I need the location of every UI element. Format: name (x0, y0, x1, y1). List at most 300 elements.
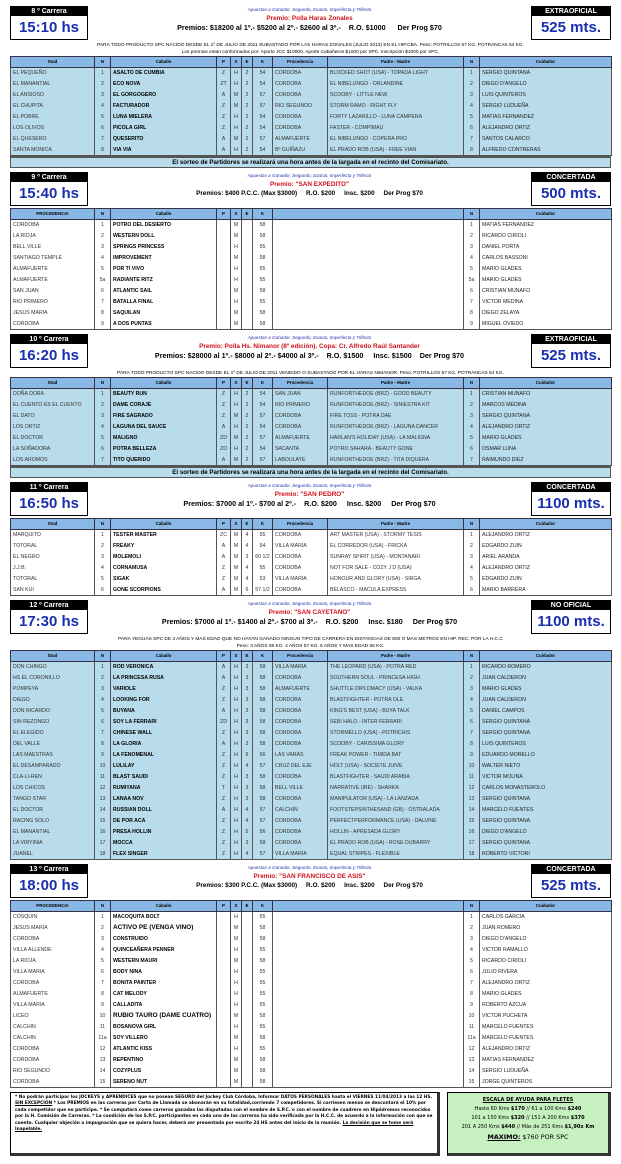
entry-weight: 57 (253, 761, 273, 772)
race-time-box (10, 334, 88, 368)
entry-weight: 58 (253, 794, 273, 805)
entry-trainer: ALEJANDRO ORTIZ (480, 422, 612, 433)
entry-row[interactable] (11, 816, 612, 827)
race-prize-name: Premio: "SAN CAYETANO" (268, 609, 351, 616)
entry-number-2: 2 (464, 541, 480, 552)
column-header: Stud (11, 378, 95, 389)
entry-pedigree: NARRATIVE (IRE) - SHARKA (328, 783, 464, 794)
entry-row[interactable] (11, 750, 612, 761)
entry-row[interactable] (11, 805, 612, 816)
race-header (10, 6, 611, 42)
entry-horse: QUESERITO (111, 134, 217, 145)
entry-row[interactable] (11, 242, 612, 253)
entry-sex: H (231, 750, 242, 761)
entry-weight: 58 (253, 956, 273, 967)
race-block (10, 864, 611, 1088)
entry-pedigree: EL NIBELUNGO - ORLANDINE (328, 79, 464, 90)
entry-number: 3 (95, 242, 111, 253)
entry-horse: MOCCA (111, 838, 217, 849)
entry-number: 4 (95, 253, 111, 264)
entry-p (217, 989, 231, 1000)
entry-number-2: 1 (464, 662, 480, 673)
entry-horse: LULILAY (111, 761, 217, 772)
entry-sex: H (231, 389, 242, 400)
entry-pedigree: HOLT (USA) - SOCIETE JUIVE (328, 761, 464, 772)
entry-number-2: 8 (464, 145, 480, 156)
column-header: Cuidador (480, 519, 612, 530)
entry-p: Z (217, 695, 231, 706)
entry-trainer: ARIEL ARANDA (480, 552, 612, 563)
entry-stud: LA RIOJA (11, 231, 95, 242)
entry-stud: SAN KUI (11, 585, 95, 596)
entry-row[interactable] (11, 794, 612, 805)
entry-number-2: 10 (464, 761, 480, 772)
entry-weight: 58 (253, 923, 273, 934)
entry-horse: CALLADITA (111, 1000, 217, 1011)
entry-row[interactable] (11, 1011, 612, 1022)
entry-number-2: 15 (464, 816, 480, 827)
entry-row[interactable] (11, 1044, 612, 1055)
entry-age: 2 (242, 444, 253, 455)
entry-number-2: 8 (464, 739, 480, 750)
race-conditions: PARA YEGUAS SPC DE 3 AÑOS Y MAS EDAD QUE NO HAYAN GANADO NINGUN TIPO DE CARRERA EN DISTANCIAS DE 800 O MAS METROS EN HIP. REC. POR LA H.C.C (118, 637, 503, 642)
entry-row[interactable] (11, 772, 612, 783)
entry-horse: POTRO DEL DESIERTO (111, 220, 217, 231)
entry-p: Z (217, 794, 231, 805)
entry-sex: M (231, 1055, 242, 1066)
entry-p: Z (217, 750, 231, 761)
entry-horse: RADIANTE RITZ (111, 275, 217, 286)
entry-row[interactable] (11, 433, 612, 444)
entry-sex: M (231, 308, 242, 319)
entry-weight: 54 (253, 79, 273, 90)
entry-blank (273, 923, 464, 934)
entry-weight: 53 (253, 574, 273, 585)
entry-row[interactable] (11, 761, 612, 772)
table-header-row (11, 519, 612, 530)
table-header-row (11, 57, 612, 68)
entry-row[interactable] (11, 411, 612, 422)
entry-row[interactable] (11, 68, 612, 79)
entry-sex: M (231, 923, 242, 934)
entry-pedigree: SEBI HALO - INTER FERRARI (328, 717, 464, 728)
entry-horse: ACTIVO PE (VENGA VINO) (111, 923, 217, 934)
fletes-amount: $320 (510, 1115, 525, 1121)
entry-stud: LA SOÑADORA (11, 444, 95, 455)
sorteo-note: El sorteo de Partidores se realizará una hora antes de la largada en el recinto del Comisariato. (10, 466, 611, 478)
race-prize-name: Premio: Polla Haras Zonales (266, 15, 353, 22)
entry-stud: EL POBRE (11, 112, 95, 123)
entry-row[interactable] (11, 264, 612, 275)
entry-horse: CAT MELODY (111, 989, 217, 1000)
entry-number: 7 (95, 455, 111, 466)
entry-trainer: DIEGO D'ANGELO (480, 79, 612, 90)
entry-row[interactable] (11, 827, 612, 838)
column-header: P (217, 378, 231, 389)
entry-number: 11 (95, 1022, 111, 1033)
entry-row[interactable] (11, 739, 612, 750)
column-header: K (253, 651, 273, 662)
entry-row[interactable] (11, 123, 612, 134)
entry-origin: CORDOBA (273, 422, 328, 433)
entry-row[interactable] (11, 967, 612, 978)
entry-row[interactable] (11, 912, 612, 923)
entry-row[interactable] (11, 989, 612, 1000)
entry-row[interactable] (11, 1033, 612, 1044)
entry-p (217, 934, 231, 945)
entry-row[interactable] (11, 695, 612, 706)
entry-row[interactable] (11, 134, 612, 145)
entry-number: 10 (95, 761, 111, 772)
race-block (10, 172, 611, 330)
entry-p: A (217, 739, 231, 750)
race-status: CONCERTADA (532, 173, 610, 182)
entry-row[interactable] (11, 956, 612, 967)
entry-stud: CORDOBA (11, 1055, 95, 1066)
entry-number-2: 1 (464, 530, 480, 541)
fletes-range: 101 a 150 Kms (471, 1115, 511, 1121)
entry-row[interactable] (11, 662, 612, 673)
entry-age: 3 (242, 772, 253, 783)
entry-number-2: 5 (464, 433, 480, 444)
entry-stud: ALMAFUERTE (11, 275, 95, 286)
column-header: Cuidador (480, 901, 612, 912)
race-number: 8 º Carrera (11, 7, 87, 16)
table-header-row (11, 378, 612, 389)
entry-trainer: ALEJANDRO ORTIZ (480, 978, 612, 989)
entry-origin: CALCHIN (273, 805, 328, 816)
entry-number-2: 4 (464, 945, 480, 956)
column-header (273, 901, 464, 912)
entry-origin: CORDOBA (273, 79, 328, 90)
entry-stud: BELL VILLE (11, 242, 95, 253)
entry-horse: SIGAK (111, 574, 217, 585)
entry-age (242, 1044, 253, 1055)
entry-weight: 58 (253, 220, 273, 231)
entry-trainer: VICTOR MEDINA (480, 297, 612, 308)
entry-age (242, 253, 253, 264)
bet-types: Apuestas a Ganador, Segundo, Exacta, Imperfecta y Trifecta (247, 335, 372, 340)
column-header: Caballo (111, 57, 217, 68)
entry-row[interactable] (11, 308, 612, 319)
entry-horse: PRESA HOLLIN (111, 827, 217, 838)
entry-stud: SAN JUAN (11, 286, 95, 297)
entry-number-2: 6 (464, 967, 480, 978)
entry-age: 4 (242, 574, 253, 585)
entry-age: 3 (242, 717, 253, 728)
entry-age: 2 (242, 134, 253, 145)
entry-horse: LUNA MIELERA (111, 112, 217, 123)
entry-p (217, 1000, 231, 1011)
entry-blank (273, 1011, 464, 1022)
entry-weight: 56 (253, 750, 273, 761)
table-header-row (11, 651, 612, 662)
entry-age (242, 264, 253, 275)
entry-row[interactable] (11, 717, 612, 728)
entry-row[interactable] (11, 422, 612, 433)
entry-row[interactable] (11, 684, 612, 695)
entry-row[interactable] (11, 1022, 612, 1033)
entry-number: 1 (95, 68, 111, 79)
entry-row[interactable] (11, 673, 612, 684)
entry-stud: EL DOCTOR (11, 805, 95, 816)
entry-origin: CORDOBA (273, 530, 328, 541)
entry-sex: H (231, 264, 242, 275)
column-header: N (464, 209, 480, 220)
entry-row[interactable] (11, 563, 612, 574)
entry-row[interactable] (11, 849, 612, 860)
column-header: S (231, 651, 242, 662)
entry-row[interactable] (11, 934, 612, 945)
entry-row[interactable] (11, 978, 612, 989)
entry-trainer: MARIO GLADES (480, 989, 612, 1000)
entry-stud: J.J.B. (11, 563, 95, 574)
entry-row[interactable] (11, 574, 612, 585)
entry-p (217, 264, 231, 275)
entry-row[interactable] (11, 728, 612, 739)
entry-sex: H (231, 145, 242, 156)
entry-horse: MOLEMOLI (111, 552, 217, 563)
entry-row[interactable] (11, 286, 612, 297)
entry-weight: 58 (253, 934, 273, 945)
entry-stud: VILLA MARIA (11, 967, 95, 978)
entry-weight: 55 (253, 264, 273, 275)
entry-age: 2 (242, 433, 253, 444)
entry-number: 2 (95, 79, 111, 90)
entry-number: 13 (95, 1055, 111, 1066)
entry-stud: TOTORAL (11, 541, 95, 552)
entry-sex: H (231, 444, 242, 455)
entry-row[interactable] (11, 444, 612, 455)
entry-pedigree: HOLLIN - APRESADA GLORY (328, 827, 464, 838)
entry-age: 3 (242, 783, 253, 794)
entry-number: 5 (95, 574, 111, 585)
entry-weight: 58 (253, 308, 273, 319)
entry-blank (273, 264, 464, 275)
entry-weight: 57 1/2 (253, 585, 273, 596)
race-distance: 525 mts. (540, 877, 602, 894)
entry-number-2: 7 (464, 978, 480, 989)
entry-stud: COSQUIN (11, 912, 95, 923)
entry-row[interactable] (11, 275, 612, 286)
entry-stud: LA VIRYINIA (11, 838, 95, 849)
race-info (94, 600, 525, 626)
entry-row[interactable] (11, 79, 612, 90)
entry-horse: RUBIO TAURO (DAME CUATRO) (111, 1011, 217, 1022)
entry-weight: 58 (253, 772, 273, 783)
sorteo-note: El sorteo de Partidores se realizará una hora antes de la largada en el recinto del Comisariato. (10, 156, 611, 168)
race-info (94, 172, 525, 198)
entry-trainer: VICTOR RAMALLO (480, 945, 612, 956)
entry-number: 1 (95, 912, 111, 923)
column-header: S (231, 519, 242, 530)
entry-row[interactable] (11, 706, 612, 717)
entry-trainer: MIGUEL OVIEDO (480, 319, 612, 330)
entry-age: 4 (242, 530, 253, 541)
race-header (10, 864, 611, 900)
entry-row[interactable] (11, 838, 612, 849)
race-prize-name: Premio: "SAN EXPEDITO" (269, 181, 350, 188)
entry-horse: BLAST SAUDI (111, 772, 217, 783)
entry-row[interactable] (11, 253, 612, 264)
entry-row[interactable] (11, 1000, 612, 1011)
entry-origin: CORDOBA (273, 706, 328, 717)
race-purses: Premios: $7000 al 1º.- $1400 al 2º.- $700 al 3º.- R.O. $200 Insc. $180 Der Prog $70 (161, 617, 458, 626)
entry-row[interactable] (11, 220, 612, 231)
entry-sex: H (231, 739, 242, 750)
entry-row[interactable] (11, 585, 612, 596)
entry-number-2: 14 (464, 805, 480, 816)
entry-p: ZC (217, 530, 231, 541)
rules-text (10, 1092, 440, 1156)
entry-number: 6 (95, 717, 111, 728)
entry-row[interactable] (11, 231, 612, 242)
entry-number-2: 7 (464, 297, 480, 308)
entry-number: 3 (95, 934, 111, 945)
entry-weight: 55 (253, 530, 273, 541)
race-time: 18:00 hs (18, 877, 80, 894)
entry-pedigree: SHUTTLE DIPLOMACY (USA) - VALKA (328, 684, 464, 695)
entry-row[interactable] (11, 319, 612, 330)
entry-p: ZD (217, 444, 231, 455)
entry-p (217, 1011, 231, 1022)
column-header: Procedencia (273, 519, 328, 530)
entry-p: Z (217, 772, 231, 783)
entry-sex: H (231, 123, 242, 134)
entry-pedigree: FIRE TOSS - POTRA DAE (328, 411, 464, 422)
entry-origin: CORDOBA (273, 123, 328, 134)
entry-row[interactable] (11, 541, 612, 552)
entry-horse: TITO QUERIDO (111, 455, 217, 466)
entry-number-2: 5a (464, 275, 480, 286)
entry-row[interactable] (11, 1066, 612, 1077)
entry-row[interactable] (11, 945, 612, 956)
race-time-box (10, 6, 88, 40)
entry-sex: H (231, 783, 242, 794)
entry-trainer: MATIAS FERNANDEZ (480, 1055, 612, 1066)
entry-sex: H (231, 728, 242, 739)
entry-row[interactable] (11, 923, 612, 934)
entry-sex: M (231, 934, 242, 945)
entry-trainer: SERGIO QUINTANA (480, 411, 612, 422)
entry-horse: IMPROVEMENT (111, 253, 217, 264)
entry-age (242, 978, 253, 989)
entry-age (242, 286, 253, 297)
entry-weight: 58 (253, 684, 273, 695)
entry-pedigree: EL CORREDOR (USA) - FRICKA (328, 541, 464, 552)
column-header: N (95, 209, 111, 220)
entry-row[interactable] (11, 1055, 612, 1066)
entry-number: 14 (95, 1066, 111, 1077)
column-header: Cuidador (480, 209, 612, 220)
entry-weight: 55 (253, 1022, 273, 1033)
entry-row[interactable] (11, 389, 612, 400)
entry-age: 3 (242, 552, 253, 563)
entry-pedigree: HONOUR AND GLORY (USA) - SIRGA (328, 574, 464, 585)
entry-p (217, 286, 231, 297)
entry-p: A (217, 706, 231, 717)
entry-pedigree: FREAK POWER - TIMIDA BAT (328, 750, 464, 761)
column-header: K (253, 209, 273, 220)
rules-inapelable: La decisión que se tome será Inapelable. (15, 1120, 414, 1133)
entries-table (10, 650, 612, 860)
entry-p: Z (217, 123, 231, 134)
entry-stud: RIO PRIMERO (11, 297, 95, 308)
entry-blank (273, 1033, 464, 1044)
entry-p (217, 945, 231, 956)
entry-trainer: RAIMUNDO DIEZ (480, 455, 612, 466)
column-header: P (217, 651, 231, 662)
entry-row[interactable] (11, 783, 612, 794)
entry-weight: 55 (253, 912, 273, 923)
entry-sex: H (231, 1022, 242, 1033)
entry-row[interactable] (11, 455, 612, 466)
column-header: Procedencia (273, 378, 328, 389)
entry-trainer: CRISTIAN MUNAFO (480, 286, 612, 297)
entry-age (242, 220, 253, 231)
entry-stud: LAS MAESTRAS (11, 750, 95, 761)
entry-stud: JESUS MARIA (11, 923, 95, 934)
entry-age (242, 1033, 253, 1044)
race-time: 15:10 hs (18, 19, 80, 36)
fletes-range: // Más de 251 Kms (515, 1124, 565, 1130)
entry-row[interactable] (11, 101, 612, 112)
entry-pedigree: EL PRADO ROB (USA) - ROSE DUBARRY (328, 838, 464, 849)
entry-sex: M (231, 411, 242, 422)
entry-row[interactable] (11, 112, 612, 123)
column-header: N (95, 519, 111, 530)
entry-row[interactable] (11, 145, 612, 156)
entry-origin: ALMAFUERTE (273, 433, 328, 444)
entry-horse: LA GLORIA (111, 739, 217, 750)
entry-p: A (217, 585, 231, 596)
entry-age (242, 934, 253, 945)
entry-number: 1 (95, 530, 111, 541)
entry-sex: H (231, 684, 242, 695)
entry-number: 4 (95, 695, 111, 706)
entry-blank (273, 231, 464, 242)
entry-row[interactable] (11, 400, 612, 411)
column-header: E (242, 209, 253, 220)
entry-row[interactable] (11, 90, 612, 101)
entry-row[interactable] (11, 297, 612, 308)
entry-origin: RIO PRIMERO (273, 400, 328, 411)
entry-number: 2 (95, 673, 111, 684)
entry-sex: H (231, 967, 242, 978)
entry-pedigree: EQUAL STRIPES - FLEXIBLE (328, 849, 464, 860)
entry-number-2: 18 (464, 849, 480, 860)
entry-age: 3 (242, 684, 253, 695)
entry-blank (273, 945, 464, 956)
entry-row[interactable] (11, 1077, 612, 1088)
entry-age: 2 (242, 400, 253, 411)
race-status: CONCERTADA (532, 865, 610, 874)
entry-number-2: 6 (464, 286, 480, 297)
entry-origin: CORDOBA (273, 739, 328, 750)
race-distance: 500 mts. (540, 185, 602, 202)
entry-age: 3 (242, 673, 253, 684)
entry-origin: SACANTA (273, 444, 328, 455)
entry-sex: H (231, 978, 242, 989)
race-header (10, 334, 611, 370)
column-header: P (217, 901, 231, 912)
entry-row[interactable] (11, 530, 612, 541)
entry-row[interactable] (11, 552, 612, 563)
fletes-title: ESCALA DE AYUDA PARA FLETES (482, 1097, 574, 1103)
column-header (273, 209, 464, 220)
race-distance: 1100 mts. (537, 613, 605, 630)
column-header: Caballo (111, 651, 217, 662)
